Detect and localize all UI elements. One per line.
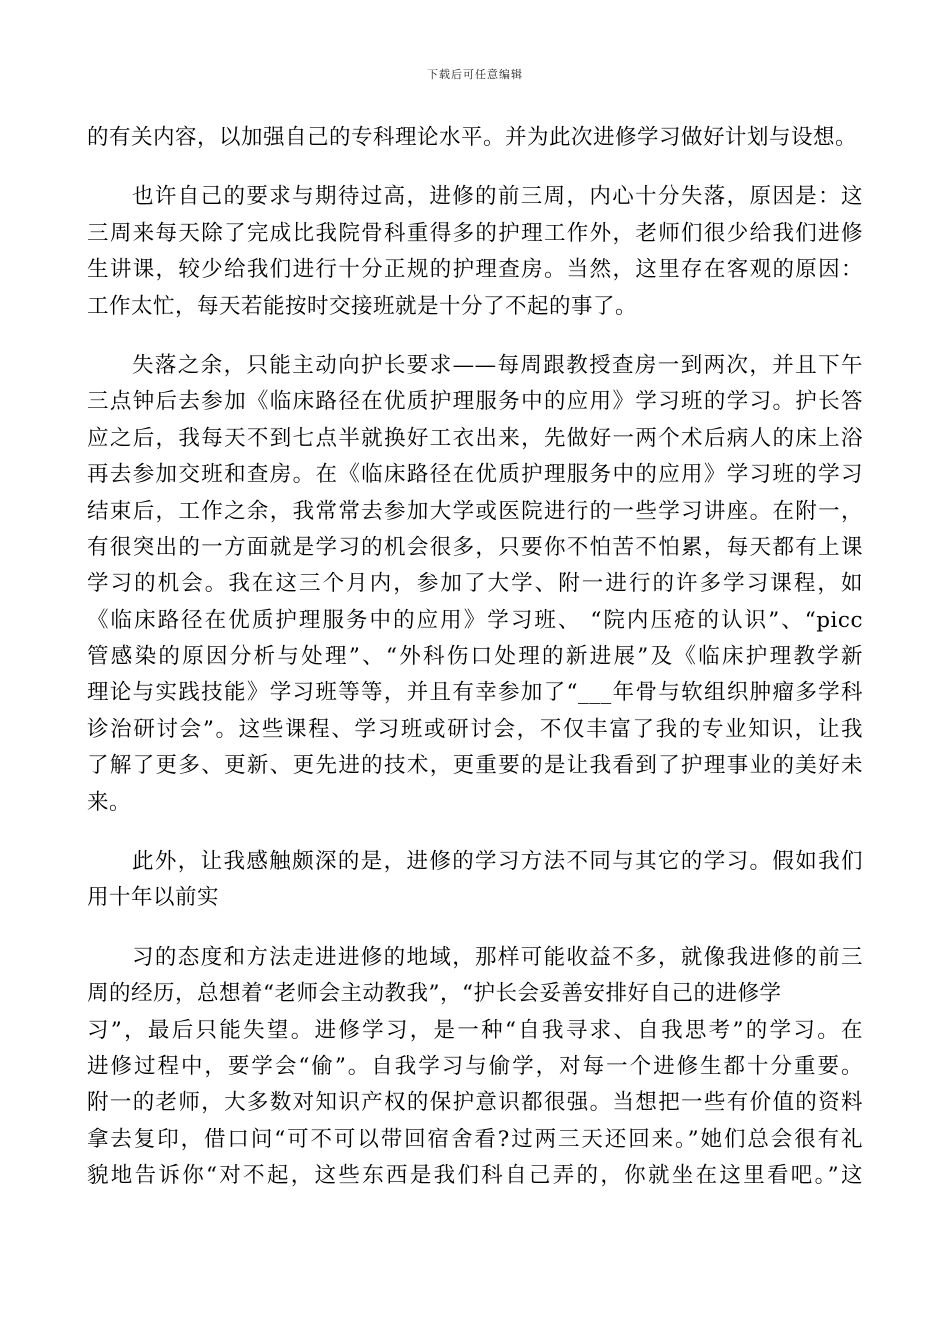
text-line: 了解了更多、更新、更先进的技术，更重要的是让我看到了护理事业的美好未	[87, 753, 863, 779]
text-line: 学习的机会。我在这三个月内，参加了大学、附一进行的许多学习课程，如	[87, 571, 863, 597]
page-header: 下载后可任意编辑	[427, 68, 523, 81]
paragraph-3	[87, 348, 863, 821]
text-line: 诊治研讨会”。这些课程、学习班或研讨会，不仅丰富了我的专业知识，让我	[87, 716, 863, 742]
text-line: 工作太忙，每天若能按时交接班就是十分了不起的事了。	[87, 293, 638, 319]
text-line: 生讲课，较少给我们进行十分正规的护理查房。当然，这里存在客观的原因：	[87, 257, 863, 283]
text-line: 习”，最后只能失望。进修学习，是一种“自我寻求、自我思考”的学习。在	[87, 1017, 863, 1043]
document-body	[87, 120, 863, 1195]
text-line: 此外，让我感触颇深的是，进修的学习方法不同与其它的学习。假如我们	[132, 849, 863, 875]
text-line: 进修过程中，要学会“偷”。自我学习与偷学，对每一个进修生都十分重要。	[87, 1053, 863, 1079]
text-line: 失落之余，只能主动向护长要求——每周跟教授查房一到两次，并且下午	[132, 352, 863, 378]
text-line: 结束后，工作之余，我常常去参加大学或医院进行的一些学习讲座。在附一，	[87, 498, 863, 524]
paragraph-5	[87, 940, 863, 1195]
paragraph-4	[87, 844, 863, 917]
text-line: 《临床路径在优质护理服务中的应用》学习班、 “院内压疮的认识”、“picc	[87, 607, 863, 633]
text-line: 貌地告诉你“对不起，这些东西是我们科自己弄的，你就坐在这里看吧。”这	[87, 1163, 863, 1189]
text-line: 用十年以前实	[87, 885, 220, 911]
text-line: 三点钟后去参加《临床路径在优质护理服务中的应用》学习班的学习。护长答	[87, 389, 863, 415]
text-line: 习的态度和方法走进进修的地域，那样可能收益不多，就像我进修的前三	[132, 944, 863, 970]
text-line: 的有关内容，以加强自己的专科理论水平。并为此次进修学习做好计划与设想。	[87, 125, 858, 150]
text-line: 也许自己的要求与期待过高，进修的前三周，内心十分失落，原因是：这	[132, 184, 863, 210]
text-line: 管感染的原因分析与处理”、“外科伤口处理的新进展”及《临床护理教学新	[87, 644, 863, 670]
paragraph-1	[87, 120, 863, 156]
text-line: 周的经历，总想着“老师会主动教我”，“护长会妥善安排好自己的进修学	[87, 981, 782, 1007]
text-line: 再去参加交班和查房。在《临床路径在优质护理服务中的应用》学习班的学习	[87, 462, 863, 488]
text-line: 应之后，我每天不到七点半就换好工衣出来，先做好一两个术后病人的床上浴	[87, 425, 863, 451]
text-line: 理论与实践技能》学习班等等，并且有幸参加了“___年骨与软组织肿瘤多学科	[87, 680, 863, 706]
text-line: 有很突出的一方面就是学习的机会很多，只要你不怕苦不怕累，每天都有上课	[87, 534, 863, 560]
text-line: 来。	[87, 789, 132, 815]
paragraph-2	[87, 179, 863, 325]
text-line: 三周来每天除了完成比我院骨科重得多的护理工作外，老师们很少给我们进修	[87, 220, 863, 246]
text-line: 附一的老师，大多数对知识产权的保护意识都很强。当想把一些有价值的资料	[87, 1090, 863, 1116]
text-line: 拿去复印，借口问“可不可以带回宿舍看?过两三天还回来。”她们总会很有礼	[87, 1126, 863, 1152]
